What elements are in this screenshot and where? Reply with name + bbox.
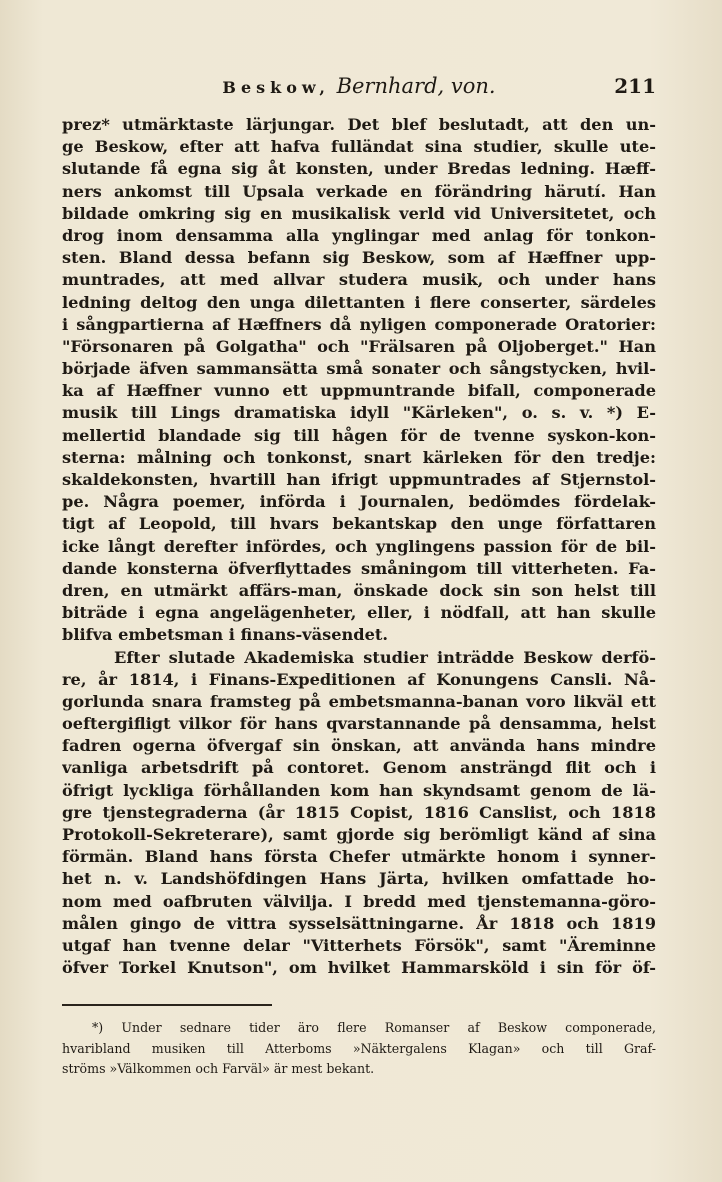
text-line: skaldekonsten, hvartill han ifrigt uppmuntrades af Stjernstol- [62,470,656,489]
header-name-italic: Bernhard, von. [336,74,496,98]
footnote [62,1018,656,1080]
text-line: ners ankomst till Upsala verkade en förändring härutí. Han [62,181,656,201]
text-line: slutande få egna sig åt konsten, under Bredas ledning. Hæff- [62,159,656,179]
text-line: i sångpartierna af Hæffners då nyligen componerade Oratorier: [62,314,656,334]
text-line: Protokoll-Sekreterare), samt gjorde sig berömligt känd af sina [62,825,656,844]
text-line: fadren ogerna öfvergaf sin önskan, att använda hans mindre [62,736,656,756]
text-line: biträde i egna angelägenheter, eller, i nödfall, att han skulle [62,603,656,623]
text-line: ledning deltog den unga dilettanten i flere conserter, särdeles [62,292,656,312]
text-line: tigt af Leopold, till hvars bekantskap den unge författaren [62,514,656,534]
header-name-caps: Beskow, [222,78,330,97]
text-line: bildade omkring sig en musikalisk verld vid Universitetet, och [62,203,656,223]
text-line: oeftergifligt vilkor för hans qvarstannande på densamma, helst [62,714,656,734]
text-line: sten. Bland dessa befann sig Beskow, som af Hæffner upp- [62,248,656,268]
text-line: musik till Lings dramatiska idyll "Kärleken", o. s. v. *) E- [62,403,656,423]
text-line: började äfven sammansätta små sonater och sångstycken, hvil- [62,359,656,379]
text-line: sterna: målning och tonkonst, snart kärleken för den tredje: [62,447,656,467]
text-line: gorlunda snara framsteg på embetsmanna-banan voro likväl ett [62,691,656,711]
text-line: öfrigt lyckliga förhållanden kom han skyndsamt genom de lä- [62,780,656,800]
text-line: ge Beskow, efter att hafva fulländat sina studier, skulle ute- [62,137,656,157]
text-line: het n. v. Landshöfdingen Hans Järta, hvilken omfattade ho- [62,869,656,889]
text-line: prez* utmärktaste lärjungar. Det blef beslutadt, att den un- [62,115,656,134]
page-number: 211 [614,74,656,98]
text-line: vanliga arbetsdrift på contoret. Genom ansträngd flit och i [62,758,656,778]
text-line: målen gingo de vittra sysselsättningarne. År 1818 och 1819 [62,913,656,933]
footnote-line: ströms »Välkommen och Farväl» är mest bekant. [62,1061,375,1076]
text-line: ka af Hæffner vunno ett uppmuntrande bifall, componerade [62,381,656,401]
header-title [62,74,656,98]
text-line: gre tjenstegraderna (år 1815 Copist, 1816 Canslist, och 1818 [62,802,656,822]
text-line: dande konsterna öfverflyttades småningom till vitterheten. Fa- [62,558,656,578]
text-line: mellertid blandade sig till hågen för de tvenne syskon-kon- [62,425,656,445]
text-line: nom med oafbruten välvilja. I bredd med tjenstemanna-göro- [62,891,656,911]
running-header [62,74,656,104]
footnote-line: hvaribland musiken till Atterboms »Näktergalens Klagan» och till Graf- [62,1040,656,1056]
text-line: utgaf han tvenne delar "Vitterhets Försök", samt "Äreminne [62,935,656,955]
text-line: förmän. Bland hans första Chefer utmärkte honom i synner- [62,847,656,867]
text-line: drog inom densamma alla ynglingar med anlag för tonkon- [62,225,656,245]
text-line: muntrades, att med allvar studera musik, och under hans [62,270,656,290]
footnote-line: *) Under sednare tider äro flere Romanser af Beskow componerade, [92,1020,656,1035]
text-line: icke långt derefter infördes, och ynglingens passion för de bil- [62,536,656,556]
text-line: Efter slutade Akademiska studier inträdde Beskow derfö- [114,647,656,667]
footnote-divider [62,1004,272,1006]
text-line: öfver Torkel Knutson", om hvilket Hammarsköld i sin för öf- [62,958,656,978]
main-text [62,114,656,979]
text-line: dren, en utmärkt affärs-man, önskade dock sin son helst till [62,580,656,600]
text-line: blifva embetsman i finans-väsendet. [62,625,388,645]
text-line: re, år 1814, i Finans-Expeditionen af Konungens Cansli. Nå- [62,669,656,689]
text-line: pe. Några poemer, införda i Journalen, bedömdes fördelak- [62,492,656,512]
text-line: "Försonaren på Golgatha" och "Frälsaren på Oljoberget." Han [62,336,656,356]
